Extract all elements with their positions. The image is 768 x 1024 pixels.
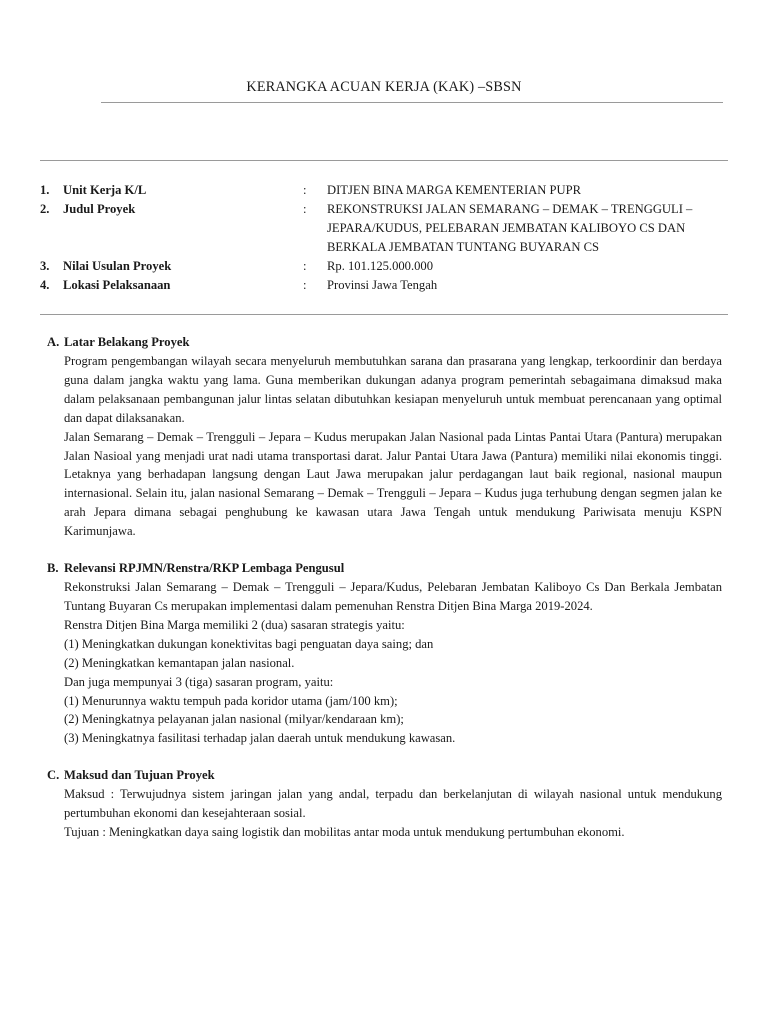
info-colon: : (303, 183, 307, 197)
paragraph: Rekonstruksi Jalan Semarang – Demak – Trengguli – Jepara/Kudus, Pelebaran Jembatan Kaliboyo Cs Dan Berkala Jembatan Tuntang Buyaran Cs merupakan implementasi dalam pemenuhan Renstra Ditjen Bina Marga 2019-2024. (64, 580, 722, 613)
paragraph: Program pengembangan wilayah secara menyeluruh membutuhkan sarana dan prasarana yang lengkap, terkoordinir dan berdaya guna dalam jangka waktu yang lama. Guna memberikan dukungan adanya program pemerintah sebagaimana dimaksud maka dalam pelaksanaan pembangunan jalur lintas selatan dibutuhkan kesiapan menyeluruh untuk membuat perencanaan yang optimal dan dapat dilaksanakan. (64, 354, 722, 425)
document-sections (47, 333, 722, 860)
info-value: Provinsi Jawa Tengah (327, 278, 438, 292)
section-heading (47, 559, 722, 578)
list-item: (2) Meningkatnya pelayanan jalan nasional (milyar/kendaraan km); (64, 712, 404, 727)
info-label: Nilai Usulan Proyek (63, 259, 172, 273)
section-title: Maksud dan Tujuan Proyek (64, 768, 215, 783)
paragraph: Renstra Ditjen Bina Marga memiliki 2 (dua) sasaran strategis yaitu: (64, 617, 405, 632)
section-heading (47, 766, 722, 785)
paragraph: Tujuan : Meningkatkan daya saing logistik dan mobilitas antar moda untuk mendukung pertumbuhan ekonomi. (64, 825, 625, 840)
info-top-divider (40, 160, 728, 161)
info-number: 4. (40, 278, 50, 292)
paragraph: Maksud : Terwujudnya sistem jaringan jalan yang andal, terpadu dan berkelanjutan di wilayah nasional untuk mendukung pertumbuhan ekonomi dan kesejahteraan sosial. (64, 787, 722, 821)
section-relevansi (47, 559, 722, 748)
title-divider (101, 102, 723, 103)
list-item: (2) Meningkatkan kemantapan jalan nasional. (64, 655, 295, 670)
list-item: (3) Meningkatnya fasilitasi terhadap jalan daerah untuk mendukung kawasan. (64, 731, 456, 746)
paragraph: Dan juga mempunyai 3 (tiga) sasaran program, yaitu: (64, 674, 334, 689)
section-letter: A. (47, 335, 60, 349)
info-number: 3. (40, 259, 50, 273)
section-latar-belakang (47, 333, 722, 541)
list-item: (1) Meningkatkan dukungan konektivitas bagi penguatan daya saing; dan (64, 636, 434, 651)
info-row-nilai-usulan (40, 257, 728, 276)
section-maksud-tujuan (47, 766, 722, 842)
info-colon: : (303, 259, 307, 273)
info-label: Unit Kerja K/L (63, 183, 147, 197)
info-bottom-divider (40, 314, 728, 315)
info-value: Rp. 101.125.000.000 (327, 259, 434, 273)
info-label: Lokasi Pelaksanaan (63, 278, 171, 292)
section-letter: C. (47, 768, 60, 783)
project-info-table (40, 181, 728, 295)
section-body (47, 352, 722, 541)
section-title: Latar Belakang Proyek (64, 335, 190, 349)
info-value: REKONSTRUKSI JALAN SEMARANG – DEMAK – TRENGGULI – JEPARA/KUDUS, PELEBARAN JEMBATAN KALIBOYO CS DAN BERKALA JEMBATAN TUNTANG BUYARAN CS (327, 202, 693, 254)
paragraph: Jalan Semarang – Demak – Trengguli – Jepara – Kudus merupakan Jalan Nasional pada Lintas Pantai Utara (Pantura) merupakan Jalan Nasioal yang menjadi urat nadi utama transportasi darat. Jalur Pantai Utara Jawa (Pantura) memiliki nilai ekonomis tinggi. Letaknya yang berhadapan langsung dengan Laut Jawa merupakan jalur perdagangan laut baik regional, nasional maupun internasional. Selain itu, jalan nasional Semarang – Demak – Trengguli – Jepara – Kudus juga terhubung dengan segmen jalan ke arah Jepara dimana sebagai penghubung ke kawasan utara Jawa Tengah untuk mendukung Pariwisata menuju KSPN Karimunjawa. (64, 429, 722, 539)
info-label: Judul Proyek (63, 202, 136, 216)
info-number: 1. (40, 183, 50, 197)
info-colon: : (303, 202, 307, 216)
section-body (47, 578, 722, 748)
info-number: 2. (40, 202, 50, 216)
document-title: KERANGKA ACUAN KERJA (KAK) –SBSN (246, 79, 522, 95)
section-heading (47, 333, 722, 352)
info-row-unit-kerja (40, 181, 728, 200)
section-letter: B. (47, 561, 59, 576)
section-body (47, 785, 722, 842)
info-row-judul-proyek (40, 200, 728, 257)
info-row-lokasi (40, 276, 728, 295)
info-colon: : (303, 278, 307, 292)
list-item: (1) Menurunnya waktu tempuh pada koridor utama (jam/100 km); (64, 693, 398, 708)
section-title: Relevansi RPJMN/Renstra/RKP Lembaga Pengusul (64, 561, 345, 576)
info-value: DITJEN BINA MARGA KEMENTERIAN PUPR (327, 183, 581, 197)
